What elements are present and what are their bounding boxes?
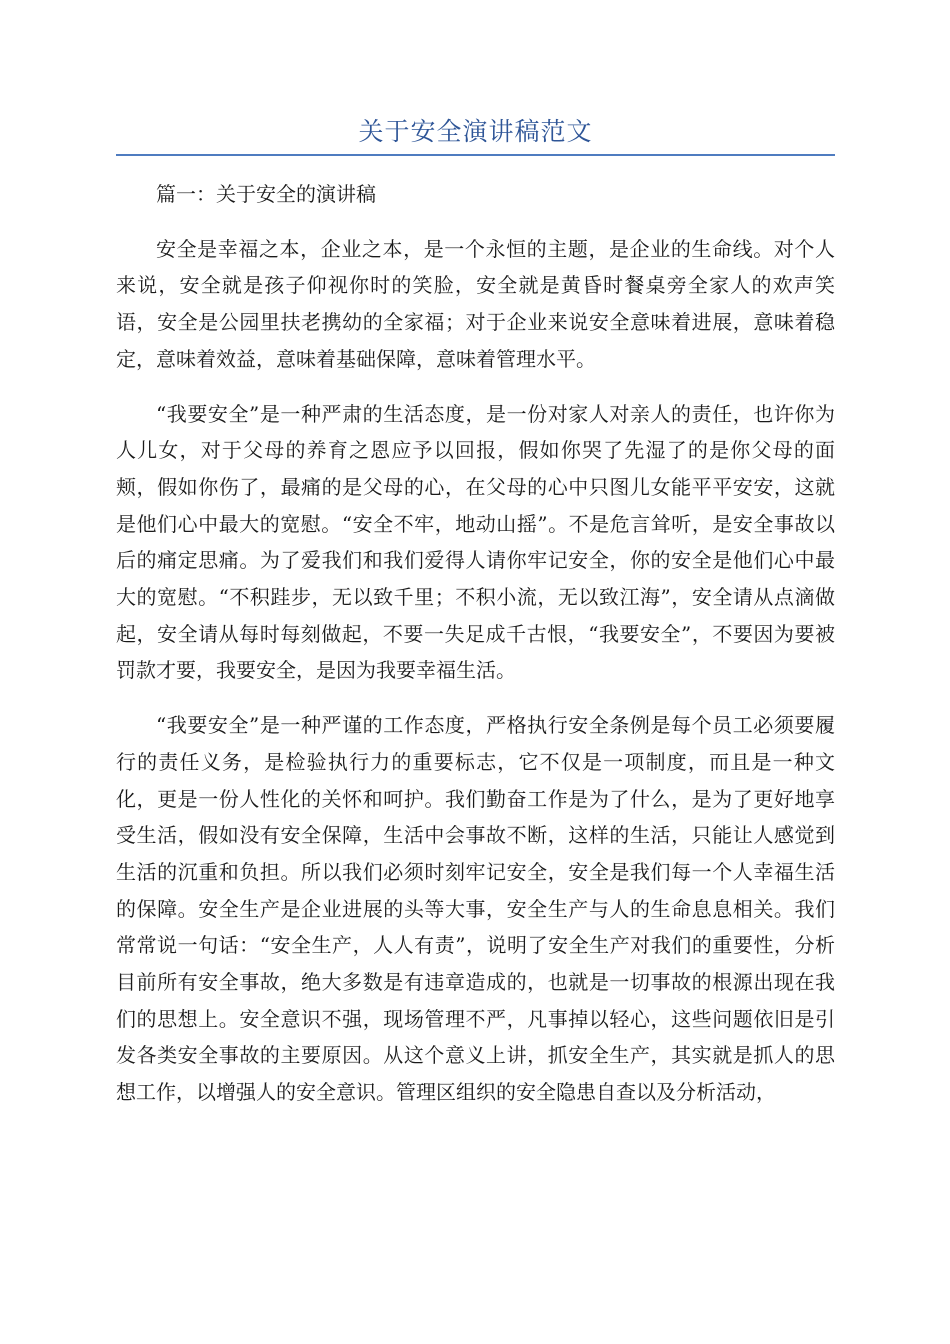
paragraph: 安全是幸福之本，企业之本，是一个永恒的主题，是企业的生命线。对个人来说，安全就是孩子仰视你时的笑脸，安全就是黄昏时餐桌旁全家人的欢声笑语，安全是公园里扶老携幼的全家福；对于企业来说安全意味着进展，意味着稳定，意味着效益，意味着基础保障，意味着管理水平。: [116, 236, 835, 371]
section-heading: 篇一：关于安全的演讲稿: [156, 182, 376, 206]
paragraph: “我要安全”是一种严肃的生活态度，是一份对家人对亲人的责任，也许你为人儿女，对于父母的养育之恩应予以回报，假如你哭了先湿了的是你父母的面颊，假如你伤了，最痛的是父母的心，在父母的心中只图儿女能平平安安，这就是他们心中最大的宽慰。“安全不牢，地动山摇”。不是危言耸听，是安全事故以后的痛定思痛。为了爱我们和我们爱得人请你牢记安全，你的安全是他们心中最大的宽慰。“不积跬步，无以致千里；不积小流，无以致江海”，安全请从点滴做起，安全请从每时每刻做起，不要一失足成千古恨，“我要安全”，不要因为要被罚款才要，我要安全，是因为我要幸福生活。: [116, 401, 835, 683]
title-underline: [116, 154, 835, 156]
paragraph: “我要安全”是一种严谨的工作态度，严格执行安全条例是每个员工必须要履行的责任义务，是检验执行力的重要标志，它不仅是一项制度，而且是一种文化，更是一份人性化的关怀和呵护。我们勤奋工作是为了什么，是为了更好地享受生活，假如没有安全保障，生活中会事故不断，这样的生活，只能让人感觉到生活的沉重和负担。所以我们必须时刻牢记安全，安全是我们每一个人幸福生活的保障。安全生产是企业进展的头等大事，安全生产与人的生命息息相关。我们常常说一句话：“安全生产，人人有责”，说明了安全生产对我们的重要性，分析目前所有安全事故，绝大多数是有违章造成的，也就是一切事故的根源出现在我们的思想上。安全意识不强，现场管理不严，凡事掉以轻心，这些问题依旧是引发各类安全事故的主要原因。从这个意义上讲，抓安全生产，其实就是抓人的思想工作，以增强人的安全意识。管理区组织的安全隐患自查以及分析活动，: [116, 713, 835, 1105]
document-body: [116, 176, 835, 1129]
document-title: 关于安全演讲稿范文: [358, 117, 593, 146]
